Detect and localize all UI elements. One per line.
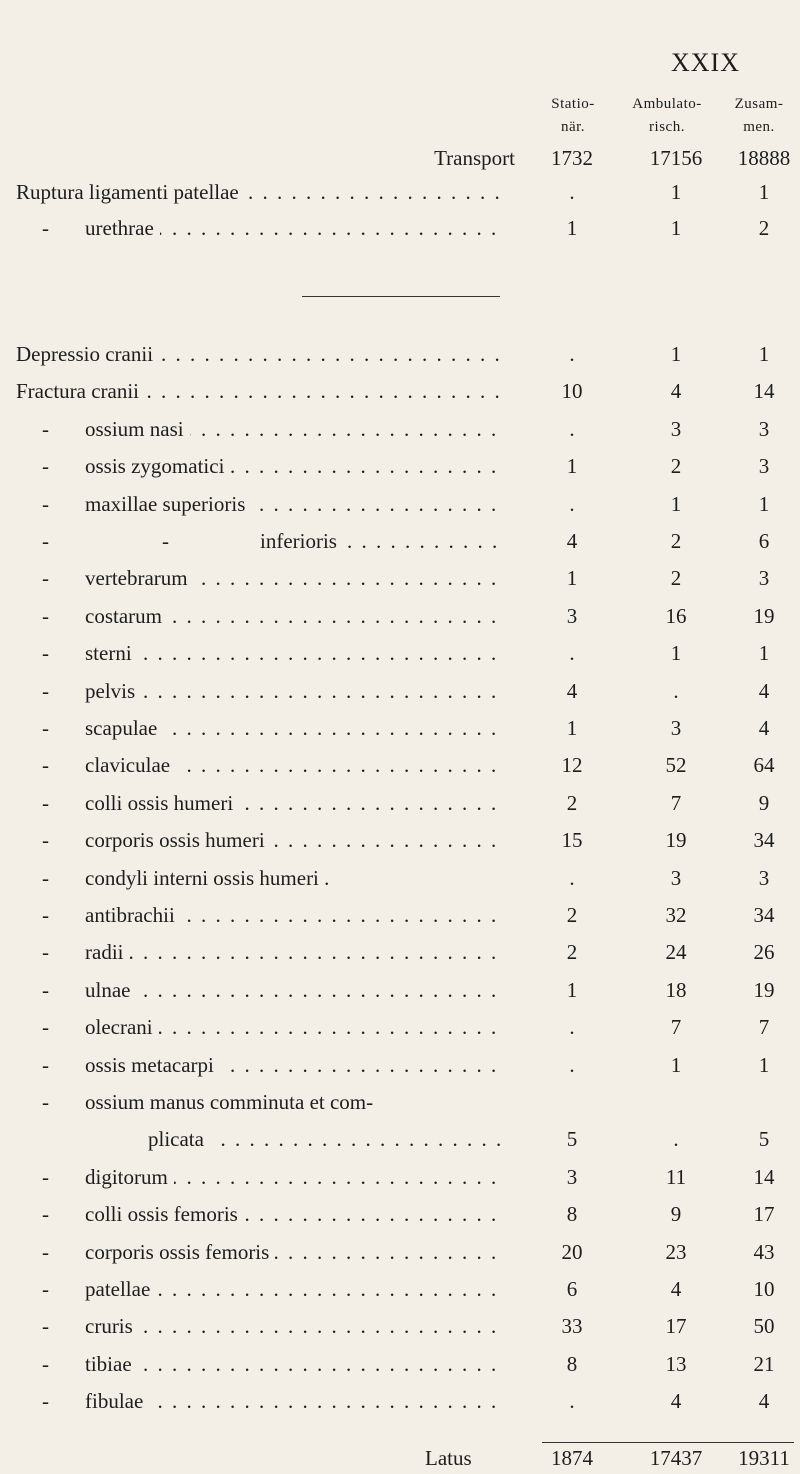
table-row <box>0 749 800 781</box>
row-label-text: pelvis <box>85 679 141 703</box>
row-label-text: Depressio cranii <box>16 342 159 366</box>
column-header-line: risch. <box>649 119 685 135</box>
table-row <box>0 1161 800 1193</box>
ditto-dash: - <box>42 1314 49 1339</box>
table-row <box>0 862 800 894</box>
ditto-dash: - <box>42 1277 49 1301</box>
cell-stationar: 8 <box>566 1351 578 1376</box>
row-label <box>85 450 500 482</box>
row-label <box>85 1198 500 1230</box>
table-row <box>0 712 800 744</box>
ditto-dash: - <box>42 1164 49 1189</box>
row-label-text: colli ossis femoris <box>85 1202 244 1226</box>
cell-zusammen: 4 <box>758 716 770 740</box>
ditto-dash: - <box>42 716 49 740</box>
cell-zusammen: 1 <box>758 342 770 366</box>
row-label <box>85 712 500 744</box>
row-label-text: fibulae <box>85 1389 149 1413</box>
ditto-dash: - <box>42 529 49 553</box>
cell-stationar: 4 <box>566 529 578 553</box>
cell-zusammen: 21 <box>753 1351 775 1376</box>
cell-ambulatorisch: 1 <box>670 1052 682 1077</box>
ditto-dash: - <box>42 1015 49 1040</box>
cell-ambulatorisch: 3 <box>670 716 682 740</box>
row-label-text: plicata <box>148 1127 210 1151</box>
cell-stationar: . <box>569 865 575 890</box>
cell-zusammen: 4 <box>758 678 770 703</box>
row-label-text: sterni <box>85 641 138 665</box>
row-label-text: maxillae superioris <box>85 492 251 516</box>
row-label <box>16 338 500 370</box>
table-row <box>0 375 800 407</box>
transport-zusammen: 18888 <box>737 146 791 170</box>
row-label <box>85 488 500 520</box>
column-header-line: Statio- <box>551 96 595 112</box>
row-label-text: antibrachii <box>85 903 181 927</box>
table-row <box>0 338 800 370</box>
row-label-text: colli ossis humeri <box>85 791 239 815</box>
table-row <box>0 1198 800 1230</box>
row-label <box>85 862 550 894</box>
table-row <box>0 899 800 931</box>
table-row <box>0 787 800 819</box>
cell-zusammen: 14 <box>753 1164 775 1189</box>
table-row <box>0 637 800 669</box>
cell-zusammen: 3 <box>758 566 770 591</box>
row-label <box>85 1161 500 1193</box>
cell-ambulatorisch: 11 <box>665 1164 687 1189</box>
table-row <box>0 176 800 208</box>
transport-stationar: 1732 <box>551 146 593 170</box>
cell-stationar: 15 <box>561 828 583 853</box>
table-row <box>0 1348 800 1380</box>
row-label-text: olecrani <box>85 1015 159 1039</box>
cell-stationar: 1 <box>566 977 578 1002</box>
row-label-text: condyli interni ossis humeri . <box>85 866 335 890</box>
cell-stationar: 8 <box>566 1202 578 1227</box>
section-divider <box>302 296 500 297</box>
cell-zusammen: 3 <box>758 454 770 479</box>
column-header-line: men. <box>743 119 775 135</box>
cell-ambulatorisch: 13 <box>665 1351 687 1376</box>
cell-ambulatorisch: 4 <box>670 379 682 404</box>
ditto-dash: - <box>42 641 49 666</box>
table-row <box>0 974 800 1006</box>
ditto-dash: - <box>42 828 49 853</box>
column-header-line: Zusam- <box>734 96 784 112</box>
latus-ambulatorisch: 17437 <box>649 1446 703 1470</box>
ditto-dash: - <box>42 454 49 479</box>
cell-zusammen: 3 <box>758 865 770 890</box>
row-label-text: corporis ossis humeri <box>85 828 271 852</box>
cell-stationar: 1 <box>566 216 578 240</box>
table-row <box>0 1011 800 1043</box>
latus-label: Latus <box>425 1446 472 1470</box>
table-row <box>0 413 800 445</box>
cell-zusammen: 5 <box>758 1127 770 1152</box>
table-row <box>0 525 800 557</box>
row-label-text: inferioris <box>260 529 343 553</box>
cell-zusammen: 34 <box>753 903 775 927</box>
latus-row <box>0 1442 800 1474</box>
row-label <box>16 176 500 208</box>
cell-stationar: 2 <box>566 903 578 927</box>
cell-stationar: 5 <box>566 1127 578 1152</box>
cell-stationar: 3 <box>566 603 578 628</box>
row-label-text: ossis metacarpi <box>85 1053 220 1077</box>
cell-stationar: . <box>569 416 575 441</box>
row-label-text: vertebrarum <box>85 566 194 590</box>
column-header-ambulatorisch <box>616 93 718 139</box>
cell-ambulatorisch: 19 <box>665 828 687 853</box>
cell-ambulatorisch: 4 <box>670 1277 682 1301</box>
cell-ambulatorisch: 18 <box>665 977 687 1002</box>
row-label <box>16 375 500 407</box>
row-label-text: radii <box>85 940 129 964</box>
cell-stationar: . <box>569 1389 575 1414</box>
cell-stationar: 20 <box>561 1239 583 1264</box>
cell-zusammen: 50 <box>753 1314 775 1339</box>
row-label <box>85 824 500 856</box>
table-row <box>0 1273 800 1305</box>
ditto-dash: - <box>42 1090 49 1114</box>
cell-stationar: 1 <box>566 566 578 591</box>
cell-ambulatorisch: 16 <box>665 603 687 628</box>
cell-stationar: 2 <box>566 940 578 965</box>
cell-ambulatorisch: 1 <box>670 216 682 240</box>
cell-stationar: 1 <box>566 716 578 740</box>
row-label <box>85 787 500 819</box>
table-row <box>0 600 800 632</box>
ditto-dash: - <box>42 753 49 778</box>
cell-stationar: 2 <box>566 790 578 815</box>
cell-ambulatorisch: 7 <box>670 1015 682 1040</box>
row-label <box>85 1049 500 1081</box>
cell-zusammen: 1 <box>758 180 770 204</box>
table-row <box>0 488 800 520</box>
row-label <box>85 899 500 931</box>
cell-stationar: . <box>569 1015 575 1040</box>
ditto-dash: - <box>42 678 49 703</box>
row-label-text: corporis ossis femoris <box>85 1240 275 1264</box>
cell-zusammen: 1 <box>758 641 770 666</box>
cell-ambulatorisch: 2 <box>670 529 682 553</box>
ditto-dash: - <box>42 1052 49 1077</box>
cell-stationar: 33 <box>561 1314 583 1339</box>
row-label <box>85 600 500 632</box>
ditto-dash: - <box>42 566 49 591</box>
column-header-line: Ambulato- <box>632 96 702 112</box>
ditto-dash: - <box>42 977 49 1002</box>
row-label <box>85 1273 500 1305</box>
row-label <box>85 1011 500 1043</box>
ditto-dash: - <box>42 1351 49 1376</box>
table-row <box>0 936 800 968</box>
column-header-stationar <box>528 93 618 139</box>
latus-stationar: 1874 <box>551 1446 593 1470</box>
cell-stationar: 12 <box>561 753 583 778</box>
row-label-text: ossium manus comminuta et com- <box>85 1090 379 1114</box>
cell-ambulatorisch: 7 <box>670 790 682 815</box>
cell-stationar: . <box>569 1052 575 1077</box>
row-label <box>148 1123 500 1155</box>
row-label <box>85 562 500 594</box>
row-label-text: cruris <box>85 1314 139 1338</box>
row-label <box>85 637 500 669</box>
row-label-text: costarum <box>85 604 168 628</box>
transport-ambulatorisch: 17156 <box>649 146 703 170</box>
ditto-dash: - <box>42 416 49 441</box>
row-label-text: scapulae <box>85 716 163 740</box>
cell-ambulatorisch: . <box>673 1127 679 1152</box>
cell-ambulatorisch: 2 <box>670 566 682 591</box>
cell-ambulatorisch: 9 <box>670 1202 682 1227</box>
cell-zusammen: 6 <box>758 529 770 553</box>
cell-stationar: . <box>569 342 575 366</box>
table-row <box>0 1049 800 1081</box>
cell-zusammen: 2 <box>758 216 770 240</box>
cell-zusammen: 1 <box>758 1052 770 1077</box>
column-header-line: när. <box>560 119 586 135</box>
ditto-dash: - <box>42 216 49 240</box>
row-label-text: ulnae <box>85 978 136 1002</box>
table-row <box>0 450 800 482</box>
cell-zusammen: 3 <box>758 416 770 441</box>
cell-ambulatorisch: 3 <box>670 865 682 890</box>
row-label-text: claviculae <box>85 753 176 777</box>
row-label <box>85 212 500 244</box>
cell-ambulatorisch: 1 <box>670 491 682 516</box>
row-label-text: ossium nasi <box>85 417 190 441</box>
row-label-text: ossis zygomatici <box>85 454 230 478</box>
row-label <box>85 936 500 968</box>
cell-ambulatorisch: 1 <box>670 641 682 666</box>
table-row <box>0 212 800 244</box>
row-label <box>85 1086 550 1118</box>
cell-stationar: . <box>569 641 575 666</box>
row-label <box>85 675 500 707</box>
cell-ambulatorisch: 17 <box>665 1314 687 1339</box>
cell-stationar: 3 <box>566 1164 578 1189</box>
cell-ambulatorisch: 4 <box>670 1389 682 1414</box>
table-row <box>0 1236 800 1268</box>
cell-stationar: 4 <box>566 678 578 703</box>
transport-row <box>0 142 800 174</box>
table-row <box>0 562 800 594</box>
cell-zusammen: 9 <box>758 790 770 815</box>
cell-zusammen: 26 <box>753 940 775 965</box>
ditto-dash: - <box>42 603 49 628</box>
row-label-text: digitorum <box>85 1165 174 1189</box>
column-header-zusammen <box>715 93 800 139</box>
table-row <box>0 824 800 856</box>
cell-zusammen: 17 <box>753 1202 775 1227</box>
cell-zusammen: 43 <box>753 1239 775 1264</box>
ditto-dash: - <box>162 529 169 553</box>
ditto-dash: - <box>42 903 49 927</box>
row-label <box>85 974 500 1006</box>
cell-stationar: . <box>569 491 575 516</box>
row-label <box>85 749 500 781</box>
cell-ambulatorisch: 3 <box>670 416 682 441</box>
row-label <box>85 1385 500 1417</box>
cell-stationar: 10 <box>561 379 583 404</box>
row-label <box>85 1236 500 1268</box>
ditto-dash: - <box>42 491 49 516</box>
ditto-dash: - <box>42 940 49 965</box>
cell-ambulatorisch: 23 <box>665 1239 687 1264</box>
row-label <box>260 525 500 557</box>
cell-ambulatorisch: 24 <box>665 940 687 965</box>
cell-zusammen: 4 <box>758 1389 770 1414</box>
row-label-text: Ruptura ligamenti patellae <box>16 180 245 204</box>
page-number: XXIX <box>671 48 740 77</box>
cell-zusammen: 1 <box>758 491 770 516</box>
ditto-dash: - <box>42 1389 49 1414</box>
cell-zusammen: 10 <box>753 1277 775 1301</box>
row-label <box>85 1348 500 1380</box>
latus-zusammen: 19311 <box>738 1446 790 1470</box>
cell-zusammen: 7 <box>758 1015 770 1040</box>
cell-zusammen: 14 <box>753 379 775 404</box>
row-label-text: tibiae <box>85 1352 138 1376</box>
cell-ambulatorisch: 1 <box>670 342 682 366</box>
row-label <box>85 413 500 445</box>
table-row <box>0 1086 800 1118</box>
table-row <box>0 1385 800 1417</box>
cell-zusammen: 19 <box>753 603 775 628</box>
row-label-text: Fractura cranii <box>16 379 145 403</box>
cell-stationar: 6 <box>566 1277 578 1301</box>
ditto-dash: - <box>42 790 49 815</box>
cell-stationar: 1 <box>566 454 578 479</box>
ditto-dash: - <box>42 1239 49 1264</box>
cell-zusammen: 34 <box>753 828 775 853</box>
cell-ambulatorisch: 2 <box>670 454 682 479</box>
row-label-text: urethrae <box>85 216 160 240</box>
row-label <box>85 1310 500 1342</box>
cell-ambulatorisch: . <box>673 678 679 703</box>
table-row <box>0 675 800 707</box>
transport-label: Transport <box>434 146 515 170</box>
row-label-text: patellae <box>85 1277 156 1301</box>
cell-zusammen: 64 <box>753 753 775 778</box>
cell-zusammen: 19 <box>753 977 775 1002</box>
table-row <box>0 1310 800 1342</box>
cell-stationar: . <box>569 180 575 204</box>
table-row <box>0 1123 800 1155</box>
cell-ambulatorisch: 52 <box>665 753 687 778</box>
cell-ambulatorisch: 32 <box>665 903 687 927</box>
ditto-dash: - <box>42 865 49 890</box>
cell-ambulatorisch: 1 <box>670 180 682 204</box>
ditto-dash: - <box>42 1202 49 1227</box>
